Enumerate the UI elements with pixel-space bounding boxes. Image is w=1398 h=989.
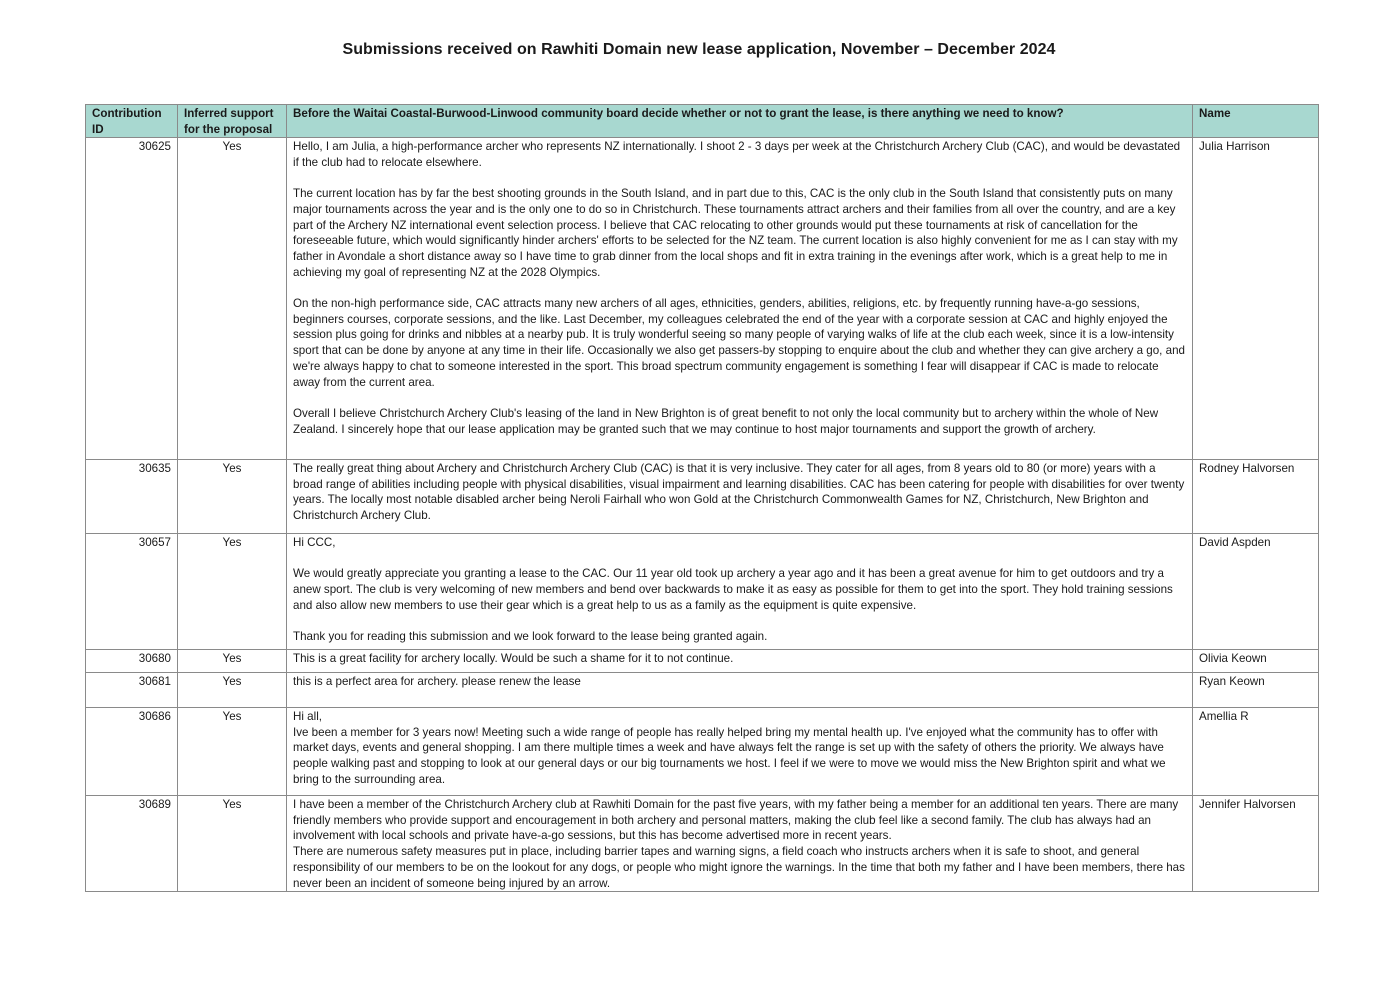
- inferred-support: Yes: [178, 138, 287, 460]
- submission-paragraph: The current location has by far the best shooting grounds in the South Island, and in part due to this, CAC is the only club in the South Island that consistently puts on many major tournaments across the year and is the only one to do so in Christchurch. These tournaments attract archers and their families from all over the country, and are a key part of the Archery NZ international event selection process. I believe that CAC relocating to other grounds would put these tournaments at risk of cancellation for the foreseeable future, which would significantly hinder archers' efforts to be selected for the NZ team. The current location is also highly convenient for me as I can stay with my father in Avondale a short distance away so I have time to grab dinner from the local shops and fit in extra training in the evenings after work, which is a great help to me in achieving my goal of representing NZ at the 2028 Olympics.: [293, 187, 1178, 279]
- submission-text: [287, 796, 1193, 892]
- submission-paragraph: Thank you for reading this submission and we look forward to the lease being granted again.: [293, 630, 768, 644]
- contribution-id: 30681: [86, 673, 178, 708]
- table-row: [86, 650, 1319, 673]
- submission-paragraph: The really great thing about Archery and Christchurch Archery Club (CAC) is that it is very inclusive. They cater for all ages, from 8 years old to 80 (or more) years with a broad range of abilities including people with physical disabilities, visual impairment and learning disabilities. CAC has been catering for people with disabilities for over twenty years. The locally most notable disabled archer being Neroli Fairhall who won Gold at the Christchurch Commonwealth Games for NZ, Christchurch, New Brighton and Christchurch Archery Club.: [293, 462, 1185, 523]
- submission-text: [287, 534, 1193, 650]
- header-contribution-id: Contribution ID: [86, 105, 178, 138]
- inferred-support: Yes: [178, 673, 287, 708]
- contribution-id: 30680: [86, 650, 178, 673]
- table-row: [86, 673, 1319, 708]
- submission-paragraph: Overall I believe Christchurch Archery Club's leasing of the land in New Brighton is of great benefit to not only the local community but to archery within the whole of New Zealand. I sincerely hope that our lease application may be granted such that we may continue to host major tournaments and support the growth of archery.: [293, 406, 1159, 436]
- submission-paragraph: Ive been a member for 3 years now! Meeting such a wide range of people has really helped bring my mental health up. I've enjoyed what the community has to offer with market days, events and general shopping. I am there multiple times a week and have always felt the range is set up with the safety of others the priority. We always have people walking past and stopping to look at our general days or our big tournaments we host. I feel if we were to move we would miss the New Brighton spirit and what we bring to the surrounding area.: [293, 725, 1166, 786]
- inferred-support: Yes: [178, 534, 287, 650]
- submitter-name: Rodney Halvorsen: [1193, 460, 1319, 534]
- contribution-id: 30686: [86, 708, 178, 796]
- submitter-name: Ryan Keown: [1193, 673, 1319, 708]
- submission-paragraph: There are numerous safety measures put in place, including barrier tapes and warning signs, a field coach who instructs archers when it is safe to shoot, and general responsibility of our members to be on the lookout for any dogs, or people who might ignore the warnings. In the time that both my father and I have been members, there has never been an incident of someone being injured by an arrow.: [293, 845, 1185, 890]
- submitter-name: Julia Harrison: [1193, 138, 1319, 460]
- submission-paragraph: I have been a member of the Christchurch Archery club at Rawhiti Domain for the past five years, with my father being a member for an additional ten years. There are many friendly members who provide support and encouragement in both archery and personal matters, making the club feel like a second family. The club has always had an involvement with local schools and private have-a-go sessions, but this has become advertised more in recent years.: [293, 798, 1179, 843]
- submission-text: [287, 673, 1193, 708]
- submitter-name: David Aspden: [1193, 534, 1319, 650]
- inferred-support: Yes: [178, 796, 287, 892]
- submission-paragraph: Hello, I am Julia, a high-performance archer who represents NZ internationally. I shoot 2 - 3 days per week at the Christchurch Archery Club (CAC), and would be devastated if the club had to relocate elsewhere.: [293, 140, 1181, 169]
- submitter-name: Olivia Keown: [1193, 650, 1319, 673]
- submission-text: [287, 138, 1193, 460]
- submitter-name: Amellia R: [1193, 708, 1319, 796]
- table-row: [86, 708, 1319, 796]
- submission-text: [287, 650, 1193, 673]
- inferred-support: Yes: [178, 708, 287, 796]
- submission-text: [287, 708, 1193, 796]
- page-title: Submissions received on Rawhiti Domain new lease application, November – December 2024: [342, 41, 1056, 58]
- header-question: Before the Waitai Coastal-Burwood-Linwood community board decide whether or not to grant the lease, is there anything we need to know?: [287, 105, 1193, 138]
- submission-text: [287, 460, 1193, 534]
- contribution-id: 30625: [86, 138, 178, 460]
- contribution-id: 30657: [86, 534, 178, 650]
- table-header-row: [86, 105, 1319, 138]
- table-row: [86, 796, 1319, 892]
- submission-paragraph: This is a great facility for archery locally. Would be such a shame for it to not continue.: [293, 652, 734, 665]
- table-row: [86, 460, 1319, 534]
- submission-paragraph: We would greatly appreciate you granting a lease to the CAC. Our 11 year old took up archery a year ago and it has been a great avenue for him to get outdoors and try a anew sport. The club is very welcoming of new members and bend over backwards to make it as easy as possible for them to get into the sport. They hold training sessions and also allow new members to use their gear which is a great help to us as a family as the equipment is quite expensive.: [293, 567, 1173, 612]
- table-row: [86, 534, 1319, 650]
- submission-paragraph: this is a perfect area for archery. please renew the lease: [293, 675, 581, 688]
- contribution-id: 30635: [86, 460, 178, 534]
- header-inferred-support: Inferred support for the proposal: [178, 105, 287, 138]
- inferred-support: Yes: [178, 460, 287, 534]
- header-name: Name: [1193, 105, 1319, 138]
- submission-paragraph: Hi CCC,: [293, 536, 336, 549]
- submission-paragraph: On the non-high performance side, CAC attracts many new archers of all ages, ethnicities, genders, abilities, religions, etc. by frequently running have-a-go sessions, beginners courses, corporate sessions, and the like. Last December, my colleagues celebrated the end of the year with a corporate session at CAC and highly enjoyed the session plus going for drinks and nibbles at a nearby pub. It is truly wonderful seeing so many people of varying walks of life at the club each week, since it is a low-intensity sport that can be done by anyone at any time in their life. Occasionally we also get passers-by stopping to enquire about the club and whether they can give archery a go, and we're always happy to chat to someone interested in the sport. This broad spectrum community engagement is something I fear will disappear if CAC is made to relocate away from the current area.: [293, 297, 1185, 389]
- table-row: [86, 138, 1319, 460]
- submissions-table: [85, 104, 1319, 892]
- submitter-name: Jennifer Halvorsen: [1193, 796, 1319, 892]
- contribution-id: 30689: [86, 796, 178, 892]
- inferred-support: Yes: [178, 650, 287, 673]
- submission-paragraph: Hi all,: [293, 710, 322, 723]
